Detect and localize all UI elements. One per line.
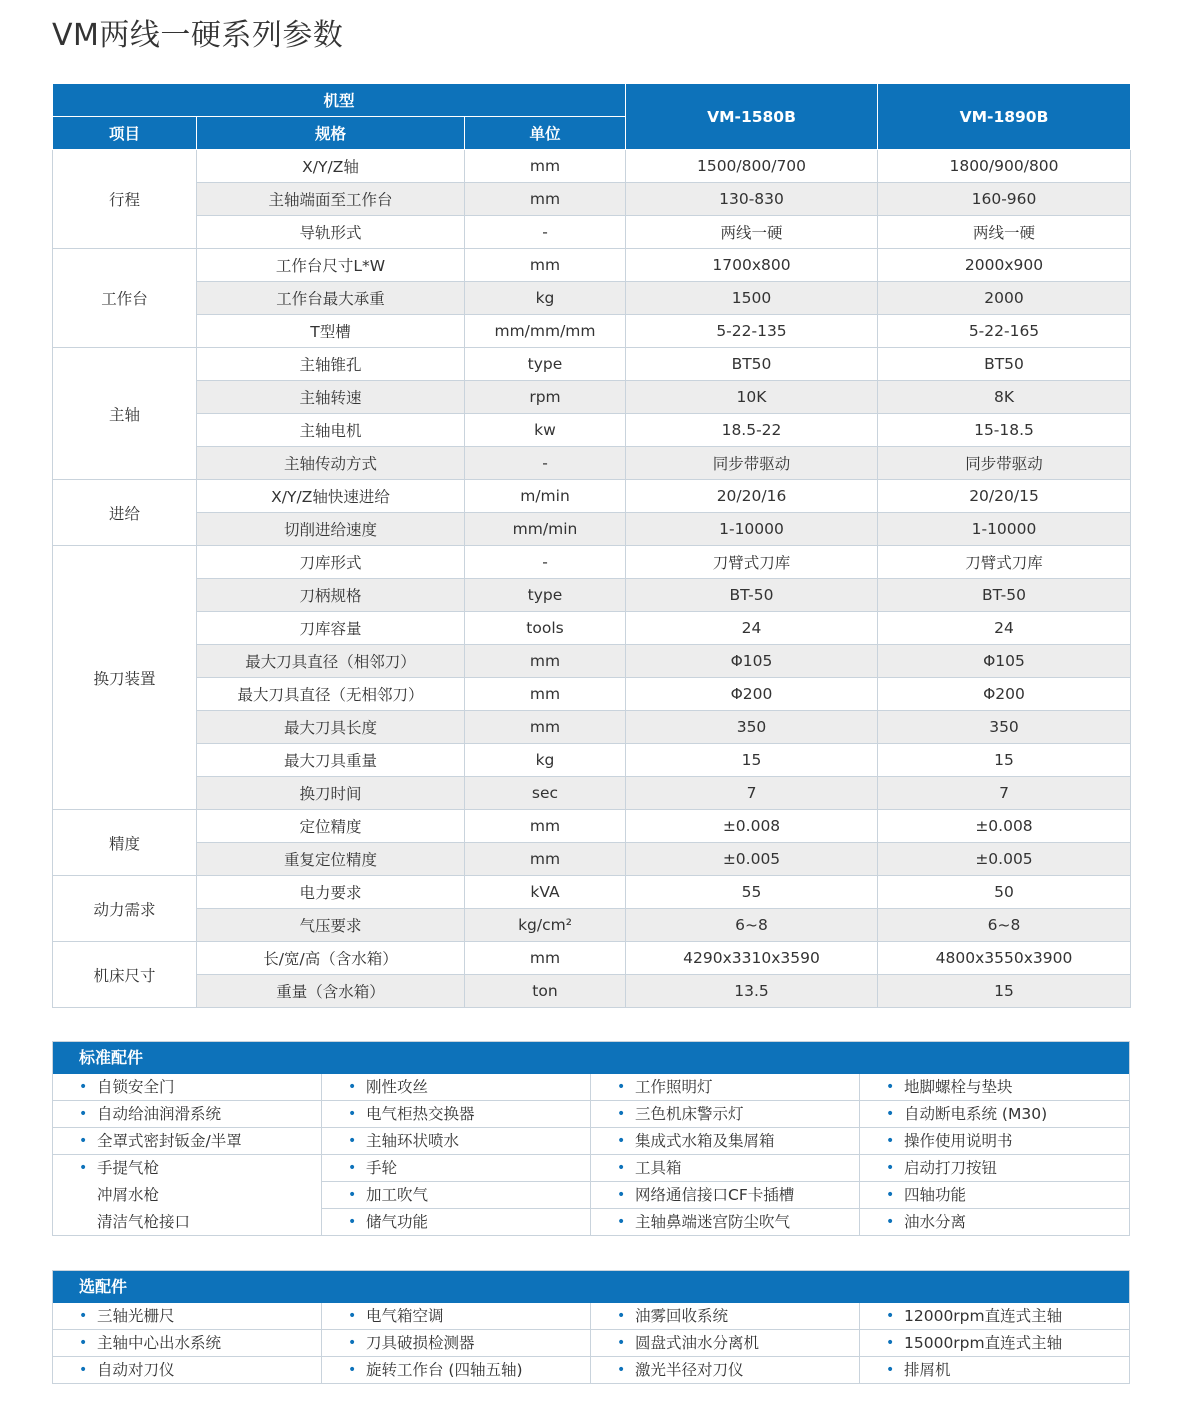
value-cell: 两线一硬 <box>626 216 878 249</box>
accessory-label: 自动对刀仪 <box>97 1361 175 1379</box>
table-row <box>53 480 1131 513</box>
spec-cell: 切削进给速度 <box>197 513 465 546</box>
spec-cell: 换刀时间 <box>197 777 465 810</box>
spec-cell: 电力要求 <box>197 876 465 909</box>
unit-cell: mm <box>465 711 626 744</box>
bullet-icon: • <box>79 1106 88 1122</box>
table-row <box>53 183 1131 216</box>
table-row <box>53 513 1131 546</box>
accessory-item <box>860 1209 1129 1235</box>
unit-cell: sec <box>465 777 626 810</box>
table-row <box>53 315 1131 348</box>
unit-cell: kg <box>465 282 626 315</box>
category-cell: 主轴 <box>53 348 197 480</box>
accessory-label: 三色机床警示灯 <box>635 1105 744 1123</box>
accessory-label: 工具箱 <box>635 1159 682 1177</box>
value-cell: 50 <box>878 876 1131 909</box>
accessory-item <box>591 1128 859 1155</box>
unit-cell: - <box>465 546 626 579</box>
value-cell: 同步带驱动 <box>878 447 1131 480</box>
table-row <box>53 810 1131 843</box>
spec-cell: 最大刀具长度 <box>197 711 465 744</box>
spec-cell: T型槽 <box>197 315 465 348</box>
category-cell: 工作台 <box>53 249 197 348</box>
unit-cell: mm <box>465 678 626 711</box>
accessory-item <box>53 1303 321 1330</box>
value-cell: 刀臂式刀库 <box>626 546 878 579</box>
bullet-icon: • <box>617 1214 626 1230</box>
unit-cell: rpm <box>465 381 626 414</box>
category-cell: 换刀装置 <box>53 546 197 810</box>
accessory-label: 储气功能 <box>366 1213 429 1231</box>
accessory-item <box>322 1330 590 1357</box>
bullet-icon: • <box>617 1133 626 1149</box>
accessory-label: 启动打刀按钮 <box>904 1159 998 1177</box>
accessory-item <box>322 1357 590 1383</box>
table-row <box>53 447 1131 480</box>
bullet-icon: • <box>886 1079 895 1095</box>
table-row <box>53 150 1131 183</box>
table-row <box>53 876 1131 909</box>
bullet-icon: • <box>886 1106 895 1122</box>
accessory-item <box>322 1303 590 1330</box>
value-cell: 1-10000 <box>626 513 878 546</box>
value-cell: 1500 <box>626 282 878 315</box>
bullet-icon: • <box>886 1214 895 1230</box>
accessory-item <box>591 1330 859 1357</box>
spec-cell: 主轴电机 <box>197 414 465 447</box>
spec-cell: 刀库形式 <box>197 546 465 579</box>
value-cell: BT50 <box>878 348 1131 381</box>
value-cell: BT-50 <box>626 579 878 612</box>
bullet-icon: • <box>617 1160 626 1176</box>
spec-cell: 主轴锥孔 <box>197 348 465 381</box>
accessory-column <box>860 1074 1129 1235</box>
unit-cell: kg <box>465 744 626 777</box>
bullet-icon: • <box>348 1362 357 1378</box>
spec-cell: 主轴传动方式 <box>197 447 465 480</box>
accessory-item <box>591 1074 859 1101</box>
category-cell: 动力需求 <box>53 876 197 942</box>
table-row <box>53 546 1131 579</box>
table-row <box>53 942 1131 975</box>
unit-cell: mm <box>465 150 626 183</box>
value-cell: Φ105 <box>878 645 1131 678</box>
accessory-label: 刚性攻丝 <box>366 1078 429 1096</box>
table-row <box>53 678 1131 711</box>
accessory-label: 15000rpm直连式主轴 <box>904 1334 1063 1352</box>
value-cell: 6~8 <box>878 909 1131 942</box>
bullet-icon: • <box>348 1335 357 1351</box>
bullet-icon: • <box>886 1133 895 1149</box>
value-cell: 1800/900/800 <box>878 150 1131 183</box>
bullet-icon: • <box>348 1160 357 1176</box>
accessory-item <box>322 1155 590 1182</box>
model-2-header: VM-1890B <box>878 84 1131 150</box>
spec-cell: X/Y/Z轴 <box>197 150 465 183</box>
bullet-icon: • <box>617 1187 626 1203</box>
unit-cell: m/min <box>465 480 626 513</box>
unit-cell: type <box>465 579 626 612</box>
table-row <box>53 381 1131 414</box>
table-row <box>53 249 1131 282</box>
unit-cell: kg/cm² <box>465 909 626 942</box>
bullet-icon: • <box>886 1335 895 1351</box>
value-cell: 1-10000 <box>878 513 1131 546</box>
accessory-item <box>591 1101 859 1128</box>
unit-cell: - <box>465 216 626 249</box>
spec-cell: 重复定位精度 <box>197 843 465 876</box>
bullet-icon: • <box>617 1106 626 1122</box>
table-row <box>53 645 1131 678</box>
accessory-item <box>860 1074 1129 1101</box>
value-cell: 4800x3550x3900 <box>878 942 1131 975</box>
table-row <box>53 612 1131 645</box>
bullet-icon: • <box>886 1308 895 1324</box>
accessory-column <box>322 1303 591 1383</box>
spec-cell: 长/宽/高（含水箱） <box>197 942 465 975</box>
table-row <box>53 216 1131 249</box>
accessory-item <box>53 1357 321 1383</box>
accessory-label: 刀具破损检测器 <box>366 1334 475 1352</box>
value-cell: 160-960 <box>878 183 1131 216</box>
value-cell: 15 <box>878 975 1131 1008</box>
spec-cell: 重量（含水箱） <box>197 975 465 1008</box>
accessory-label: 旋转工作台 (四轴五轴) <box>366 1361 523 1379</box>
category-cell: 精度 <box>53 810 197 876</box>
category-cell: 机床尺寸 <box>53 942 197 1008</box>
value-cell: ±0.008 <box>878 810 1131 843</box>
table-row <box>53 909 1131 942</box>
category-cell: 行程 <box>53 150 197 249</box>
table-row <box>53 777 1131 810</box>
table-row <box>53 975 1131 1008</box>
bullet-icon: • <box>348 1133 357 1149</box>
model-header: 机型 <box>53 84 626 117</box>
unit-cell: type <box>465 348 626 381</box>
value-cell: BT50 <box>626 348 878 381</box>
table-row <box>53 414 1131 447</box>
spec-table <box>52 83 1131 1008</box>
value-cell: 10K <box>626 381 878 414</box>
spec-cell: 刀库容量 <box>197 612 465 645</box>
value-cell: ±0.008 <box>626 810 878 843</box>
accessory-label: 网络通信接口CF卡插槽 <box>635 1186 795 1204</box>
value-cell: 刀臂式刀库 <box>878 546 1131 579</box>
value-cell: 15 <box>878 744 1131 777</box>
accessory-item <box>591 1155 859 1182</box>
accessory-label: 四轴功能 <box>904 1186 967 1204</box>
unit-cell: mm <box>465 183 626 216</box>
value-cell: 8K <box>878 381 1131 414</box>
spec-header: 规格 <box>197 117 465 150</box>
value-cell: 两线一硬 <box>878 216 1131 249</box>
spec-cell: 刀柄规格 <box>197 579 465 612</box>
spec-cell: 最大刀具重量 <box>197 744 465 777</box>
unit-cell: mm/min <box>465 513 626 546</box>
value-cell: 2000 <box>878 282 1131 315</box>
bullet-icon: • <box>886 1160 895 1176</box>
accessory-item <box>860 1182 1129 1209</box>
accessory-label: 地脚螺栓与垫块 <box>904 1078 1013 1096</box>
value-cell: 5-22-135 <box>626 315 878 348</box>
accessory-label: 集成式水箱及集屑箱 <box>635 1132 775 1150</box>
value-cell: 6~8 <box>626 909 878 942</box>
bullet-icon: • <box>348 1079 357 1095</box>
accessory-label: 电气柜热交换器 <box>366 1105 475 1123</box>
accessory-item <box>53 1155 321 1235</box>
accessory-label: 自锁安全门 <box>97 1078 175 1096</box>
value-cell: 15 <box>626 744 878 777</box>
value-cell: 24 <box>626 612 878 645</box>
accessory-item <box>322 1209 590 1235</box>
accessory-label: 主轴鼻端迷宫防尘吹气 <box>635 1213 791 1231</box>
value-cell: Φ200 <box>626 678 878 711</box>
unit-cell: mm <box>465 843 626 876</box>
spec-cell: 主轴转速 <box>197 381 465 414</box>
bullet-icon: • <box>617 1335 626 1351</box>
table-row <box>53 282 1131 315</box>
bullet-icon: • <box>79 1362 88 1378</box>
value-cell: 7 <box>878 777 1131 810</box>
value-cell: 1500/800/700 <box>626 150 878 183</box>
value-cell: 5-22-165 <box>878 315 1131 348</box>
accessory-label: 圆盘式油水分离机 <box>635 1334 760 1352</box>
bullet-icon: • <box>79 1308 88 1324</box>
accessory-label: 操作使用说明书 <box>904 1132 1013 1150</box>
accessory-label: 激光半径对刀仪 <box>635 1361 744 1379</box>
accessory-label: 清洁气枪接口 <box>97 1213 191 1231</box>
page-title: VM两线一硬系列参数 <box>52 18 344 53</box>
accessory-label: 全罩式密封钣金/半罩 <box>97 1132 242 1150</box>
accessory-item <box>53 1074 321 1101</box>
accessory-item <box>322 1128 590 1155</box>
table-row <box>53 579 1131 612</box>
accessory-column <box>53 1074 322 1235</box>
category-cell: 进给 <box>53 480 197 546</box>
accessory-item <box>860 1155 1129 1182</box>
spec-cell: 定位精度 <box>197 810 465 843</box>
spec-cell: 气压要求 <box>197 909 465 942</box>
value-cell: 350 <box>626 711 878 744</box>
unit-cell: kVA <box>465 876 626 909</box>
value-cell: Φ200 <box>878 678 1131 711</box>
bullet-icon: • <box>348 1106 357 1122</box>
bullet-icon: • <box>79 1160 88 1176</box>
accessory-item <box>860 1330 1129 1357</box>
spec-cell: 工作台最大承重 <box>197 282 465 315</box>
unit-header: 单位 <box>465 117 626 150</box>
accessory-label: 排屑机 <box>904 1361 951 1379</box>
optional-accessories <box>52 1270 1130 1384</box>
accessory-item <box>322 1101 590 1128</box>
value-cell: 24 <box>878 612 1131 645</box>
unit-cell: mm/mm/mm <box>465 315 626 348</box>
bullet-icon: • <box>886 1187 895 1203</box>
spec-cell: 最大刀具直径（相邻刀） <box>197 645 465 678</box>
unit-cell: tools <box>465 612 626 645</box>
unit-cell: mm <box>465 810 626 843</box>
accessory-item <box>53 1128 321 1155</box>
unit-cell: mm <box>465 645 626 678</box>
accessory-item <box>860 1303 1129 1330</box>
bullet-icon: • <box>886 1362 895 1378</box>
accessory-label: 油水分离 <box>904 1213 967 1231</box>
unit-cell: ton <box>465 975 626 1008</box>
accessory-item <box>322 1182 590 1209</box>
table-row <box>53 348 1131 381</box>
accessory-column <box>591 1074 860 1235</box>
accessory-label: 冲屑水枪 <box>97 1186 160 1204</box>
value-cell: 350 <box>878 711 1131 744</box>
value-cell: 130-830 <box>626 183 878 216</box>
accessory-item <box>591 1357 859 1383</box>
accessory-column <box>322 1074 591 1235</box>
bullet-icon: • <box>79 1079 88 1095</box>
unit-cell: mm <box>465 249 626 282</box>
unit-cell: kw <box>465 414 626 447</box>
bullet-icon: • <box>617 1079 626 1095</box>
accessory-label: 主轴环状喷水 <box>366 1132 460 1150</box>
accessory-label: 工作照明灯 <box>635 1078 713 1096</box>
item-header: 项目 <box>53 117 197 150</box>
accessory-label: 12000rpm直连式主轴 <box>904 1307 1063 1325</box>
value-cell: 20/20/16 <box>626 480 878 513</box>
value-cell: ±0.005 <box>626 843 878 876</box>
bullet-icon: • <box>348 1214 357 1230</box>
value-cell: 18.5-22 <box>626 414 878 447</box>
accessory-label: 自动给油润滑系统 <box>97 1105 222 1123</box>
spec-cell: 导轨形式 <box>197 216 465 249</box>
accessory-item <box>860 1101 1129 1128</box>
accessory-item <box>591 1182 859 1209</box>
value-cell: BT-50 <box>878 579 1131 612</box>
accessory-label: 手轮 <box>366 1159 398 1177</box>
value-cell: 13.5 <box>626 975 878 1008</box>
bullet-icon: • <box>79 1335 88 1351</box>
bullet-icon: • <box>617 1362 626 1378</box>
standard-accessories <box>52 1041 1130 1236</box>
accessory-label: 手提气枪 <box>97 1159 160 1177</box>
accessory-label: 三轴光栅尺 <box>97 1307 175 1325</box>
accessory-item <box>860 1128 1129 1155</box>
value-cell: 4290x3310x3590 <box>626 942 878 975</box>
accessory-item <box>322 1074 590 1101</box>
accessory-label: 电气箱空调 <box>366 1307 444 1325</box>
accessory-label: 主轴中心出水系统 <box>97 1334 222 1352</box>
bullet-icon: • <box>79 1133 88 1149</box>
value-cell: 1700x800 <box>626 249 878 282</box>
unit-cell: mm <box>465 942 626 975</box>
spec-cell: 主轴端面至工作台 <box>197 183 465 216</box>
spec-cell: 工作台尺寸L*W <box>197 249 465 282</box>
accessory-label: 油雾回收系统 <box>635 1307 729 1325</box>
accessory-column <box>53 1303 322 1383</box>
table-row <box>53 711 1131 744</box>
table-row <box>53 843 1131 876</box>
value-cell: 7 <box>626 777 878 810</box>
accessory-label: 自动断电系统 (M30) <box>904 1105 1048 1123</box>
optional-accessories-title: 选配件 <box>53 1271 1129 1303</box>
value-cell: Φ105 <box>626 645 878 678</box>
accessory-label: 加工吹气 <box>366 1186 429 1204</box>
unit-cell: - <box>465 447 626 480</box>
table-row <box>53 744 1131 777</box>
spec-cell: X/Y/Z轴快速进给 <box>197 480 465 513</box>
accessory-item <box>591 1303 859 1330</box>
value-cell: 15-18.5 <box>878 414 1131 447</box>
accessory-item <box>53 1330 321 1357</box>
accessory-column <box>860 1303 1129 1383</box>
value-cell: 20/20/15 <box>878 480 1131 513</box>
value-cell: 55 <box>626 876 878 909</box>
accessory-item <box>591 1209 859 1235</box>
accessory-item <box>860 1357 1129 1383</box>
bullet-icon: • <box>348 1187 357 1203</box>
accessory-item <box>53 1101 321 1128</box>
bullet-icon: • <box>617 1308 626 1324</box>
value-cell: ±0.005 <box>878 843 1131 876</box>
value-cell: 2000x900 <box>878 249 1131 282</box>
model-1-header: VM-1580B <box>626 84 878 150</box>
spec-cell: 最大刀具直径（无相邻刀） <box>197 678 465 711</box>
accessory-column <box>591 1303 860 1383</box>
bullet-icon: • <box>348 1308 357 1324</box>
standard-accessories-title: 标准配件 <box>53 1042 1129 1074</box>
value-cell: 同步带驱动 <box>626 447 878 480</box>
